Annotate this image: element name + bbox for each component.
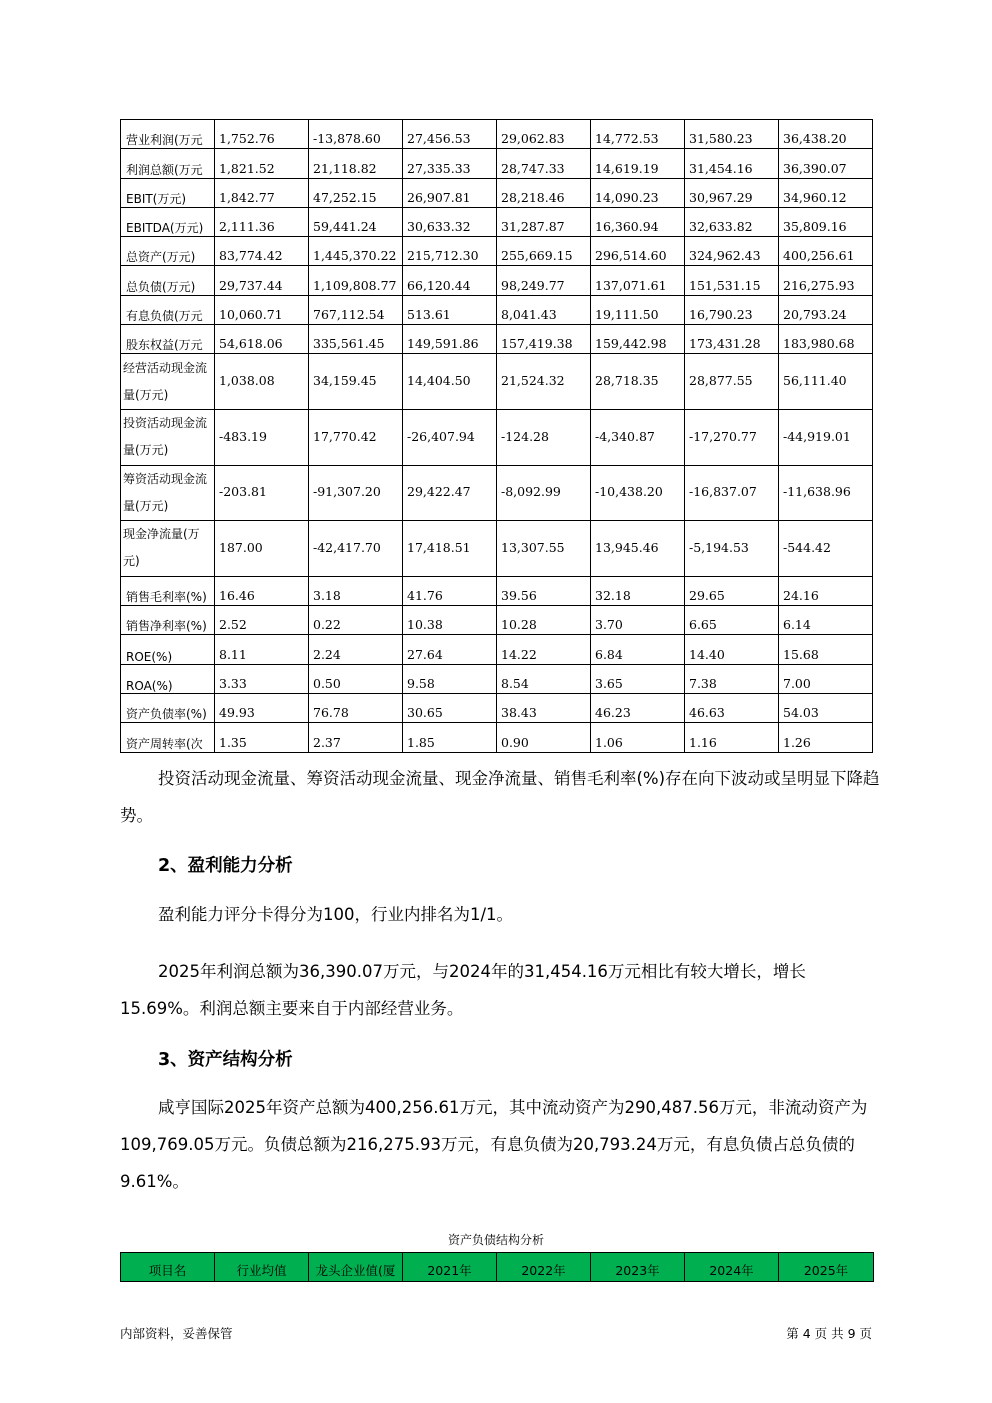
table-cell: 255,669.15 bbox=[497, 237, 591, 266]
table-cell: 27,335.33 bbox=[403, 149, 497, 178]
asset-structure-heading: 3、资产结构分析 bbox=[158, 1050, 293, 1070]
row-label: 资产周转率(次 bbox=[121, 723, 215, 752]
table-cell: 56,111.40 bbox=[779, 354, 873, 410]
table-row bbox=[121, 237, 873, 266]
table-cell: 35,809.16 bbox=[779, 207, 873, 236]
table-row bbox=[121, 635, 873, 664]
table-cell: 137,071.61 bbox=[591, 266, 685, 295]
table-row bbox=[121, 521, 873, 577]
table-cell: 19,111.50 bbox=[591, 295, 685, 324]
table-cell: 38.43 bbox=[497, 693, 591, 722]
structure-header-cell: 2024年 bbox=[685, 1253, 779, 1282]
table-row bbox=[121, 576, 873, 605]
table-cell: 0.90 bbox=[497, 723, 591, 752]
table-cell: 26,907.81 bbox=[403, 178, 497, 207]
table-cell: 16.46 bbox=[215, 576, 309, 605]
table-row bbox=[121, 207, 873, 236]
asset-liability-structure-table bbox=[120, 1252, 874, 1282]
table-cell: 15.68 bbox=[779, 635, 873, 664]
table-cell: 1.85 bbox=[403, 723, 497, 752]
table-cell: -203.81 bbox=[215, 465, 309, 521]
table-cell: 20,793.24 bbox=[779, 295, 873, 324]
table-cell: 2.24 bbox=[309, 635, 403, 664]
table-cell: 32.18 bbox=[591, 576, 685, 605]
score-paragraph: 盈利能力评分卡得分为100，行业内排名为1/1。 bbox=[158, 905, 514, 924]
table-cell: -483.19 bbox=[215, 409, 309, 465]
table-cell: -4,340.87 bbox=[591, 409, 685, 465]
table-cell: 335,561.45 bbox=[309, 325, 403, 354]
table-cell: 767,112.54 bbox=[309, 295, 403, 324]
table-cell: 31,454.16 bbox=[685, 149, 779, 178]
table-cell: -13,878.60 bbox=[309, 120, 403, 149]
table-cell: 54.03 bbox=[779, 693, 873, 722]
table-cell: -42,417.70 bbox=[309, 521, 403, 577]
table-cell: 28,877.55 bbox=[685, 354, 779, 410]
table-cell: 149,591.86 bbox=[403, 325, 497, 354]
table-cell: 173,431.28 bbox=[685, 325, 779, 354]
table-cell: 59,441.24 bbox=[309, 207, 403, 236]
row-label: EBITDA(万元) bbox=[121, 207, 215, 236]
table-cell: 36,390.07 bbox=[779, 149, 873, 178]
table-cell: 3.65 bbox=[591, 664, 685, 693]
table-cell: 3.18 bbox=[309, 576, 403, 605]
structure-header-cell: 2022年 bbox=[497, 1253, 591, 1282]
table-cell: 10.28 bbox=[497, 606, 591, 635]
table-cell: 16,790.23 bbox=[685, 295, 779, 324]
table-cell: 46.63 bbox=[685, 693, 779, 722]
row-label: 销售毛利率(%) bbox=[121, 576, 215, 605]
table-row bbox=[121, 723, 873, 752]
table-cell: 14.22 bbox=[497, 635, 591, 664]
footer-page-number: 第 4 页 共 9 页 bbox=[786, 1326, 872, 1341]
table-cell: 31,287.87 bbox=[497, 207, 591, 236]
table-cell: 17,418.51 bbox=[403, 521, 497, 577]
table-cell: 7.38 bbox=[685, 664, 779, 693]
table-cell: 8.11 bbox=[215, 635, 309, 664]
table-row bbox=[121, 465, 873, 521]
table-cell: 41.76 bbox=[403, 576, 497, 605]
table-cell: 30,633.32 bbox=[403, 207, 497, 236]
row-label: 现金净流量(万元) bbox=[121, 521, 215, 577]
table-cell: 47,252.15 bbox=[309, 178, 403, 207]
table-cell: 0.22 bbox=[309, 606, 403, 635]
table-cell: 28,718.35 bbox=[591, 354, 685, 410]
structure-header-cell: 2025年 bbox=[779, 1253, 874, 1282]
table-cell: 8,041.43 bbox=[497, 295, 591, 324]
table-cell: 324,962.43 bbox=[685, 237, 779, 266]
table-cell: 159,442.98 bbox=[591, 325, 685, 354]
table-row bbox=[121, 606, 873, 635]
row-label: 资产负债率(%) bbox=[121, 693, 215, 722]
row-label: 利润总额(万元 bbox=[121, 149, 215, 178]
table-cell: 400,256.61 bbox=[779, 237, 873, 266]
table-row bbox=[121, 266, 873, 295]
table-cell: -91,307.20 bbox=[309, 465, 403, 521]
table-cell: -544.42 bbox=[779, 521, 873, 577]
table-cell: 21,118.82 bbox=[309, 149, 403, 178]
table-cell: 9.58 bbox=[403, 664, 497, 693]
table-cell: 6.14 bbox=[779, 606, 873, 635]
table-cell: 66,120.44 bbox=[403, 266, 497, 295]
table-cell: 14,404.50 bbox=[403, 354, 497, 410]
table-cell: 30,967.29 bbox=[685, 178, 779, 207]
financial-indicators-table bbox=[120, 119, 873, 753]
table-cell: 187.00 bbox=[215, 521, 309, 577]
table-cell: 29,737.44 bbox=[215, 266, 309, 295]
table-cell: 151,531.15 bbox=[685, 266, 779, 295]
table-cell: 54,618.06 bbox=[215, 325, 309, 354]
table-cell: 513.61 bbox=[403, 295, 497, 324]
table-row bbox=[121, 325, 873, 354]
table-cell: -8,092.99 bbox=[497, 465, 591, 521]
table-cell: 28,747.33 bbox=[497, 149, 591, 178]
table-cell: 14,772.53 bbox=[591, 120, 685, 149]
table-cell: 1.35 bbox=[215, 723, 309, 752]
row-label: 股东权益(万元 bbox=[121, 325, 215, 354]
table-row bbox=[121, 354, 873, 410]
table-row bbox=[121, 409, 873, 465]
table-cell: 13,307.55 bbox=[497, 521, 591, 577]
table-cell: 8.54 bbox=[497, 664, 591, 693]
table-cell: 1,842.77 bbox=[215, 178, 309, 207]
profitability-heading: 2、盈利能力分析 bbox=[158, 856, 293, 876]
trend-paragraph: 投资活动现金流量、筹资活动现金流量、现金净流量、销售毛利率(%)存在向下波动或呈明显下降趋势。 bbox=[120, 769, 880, 825]
table-cell: -16,837.07 bbox=[685, 465, 779, 521]
table-cell: 2,111.36 bbox=[215, 207, 309, 236]
table-cell: 2.37 bbox=[309, 723, 403, 752]
profit-paragraph: 2025年利润总额为36,390.07万元，与2024年的31,454.16万元相比有较大增长，增长15.69%。利润总额主要来自于内部经营业务。 bbox=[120, 962, 806, 1018]
table-cell: 6.65 bbox=[685, 606, 779, 635]
table-cell: 83,774.42 bbox=[215, 237, 309, 266]
row-label: 销售净利率(%) bbox=[121, 606, 215, 635]
structure-header-cell: 2023年 bbox=[591, 1253, 685, 1282]
table-cell: 1,821.52 bbox=[215, 149, 309, 178]
table-cell: 16,360.94 bbox=[591, 207, 685, 236]
table-cell: 39.56 bbox=[497, 576, 591, 605]
table-row bbox=[121, 178, 873, 207]
table-row bbox=[121, 693, 873, 722]
table-cell: -26,407.94 bbox=[403, 409, 497, 465]
table-row bbox=[121, 120, 873, 149]
table-cell: 34,960.12 bbox=[779, 178, 873, 207]
table-cell: 32,633.82 bbox=[685, 207, 779, 236]
table-cell: 1.26 bbox=[779, 723, 873, 752]
table-row bbox=[121, 664, 873, 693]
table-cell: 13,945.46 bbox=[591, 521, 685, 577]
table-cell: 183,980.68 bbox=[779, 325, 873, 354]
row-label: 筹资活动现金流量(万元) bbox=[121, 465, 215, 521]
table-cell: -5,194.53 bbox=[685, 521, 779, 577]
table-cell: 27,456.53 bbox=[403, 120, 497, 149]
structure-header-cell: 行业均值 bbox=[215, 1253, 309, 1282]
table-cell: 29,062.83 bbox=[497, 120, 591, 149]
table-cell: 157,419.38 bbox=[497, 325, 591, 354]
table-cell: -11,638.96 bbox=[779, 465, 873, 521]
structure-table-header-row bbox=[121, 1253, 874, 1282]
table-cell: 29,422.47 bbox=[403, 465, 497, 521]
table-cell: 6.84 bbox=[591, 635, 685, 664]
table-cell: 24.16 bbox=[779, 576, 873, 605]
table-cell: 216,275.93 bbox=[779, 266, 873, 295]
table-cell: 34,159.45 bbox=[309, 354, 403, 410]
table-cell: 1.06 bbox=[591, 723, 685, 752]
row-label: 经营活动现金流量(万元) bbox=[121, 354, 215, 410]
table-cell: 10,060.71 bbox=[215, 295, 309, 324]
table-cell: 36,438.20 bbox=[779, 120, 873, 149]
row-label: 总资产(万元) bbox=[121, 237, 215, 266]
row-label: 有息负债(万元 bbox=[121, 295, 215, 324]
table-cell: 296,514.60 bbox=[591, 237, 685, 266]
table-cell: 1,445,370.22 bbox=[309, 237, 403, 266]
assets-paragraph: 咸亨国际2025年资产总额为400,256.61万元，其中流动资产为290,487.56万元，非流动资产为109,769.05万元。负债总额为216,275.93万元，有息负债为20,793.24万元，有息负债占总负债的9.61%。 bbox=[120, 1098, 868, 1191]
table-cell: 30.65 bbox=[403, 693, 497, 722]
table-cell: 27.64 bbox=[403, 635, 497, 664]
table-cell: 98,249.77 bbox=[497, 266, 591, 295]
table-cell: -10,438.20 bbox=[591, 465, 685, 521]
row-label: ROE(%) bbox=[121, 635, 215, 664]
table-cell: 10.38 bbox=[403, 606, 497, 635]
table-cell: 1,109,808.77 bbox=[309, 266, 403, 295]
table-cell: 215,712.30 bbox=[403, 237, 497, 266]
row-label: ROA(%) bbox=[121, 664, 215, 693]
table-cell: 0.50 bbox=[309, 664, 403, 693]
row-label: 投资活动现金流量(万元) bbox=[121, 409, 215, 465]
structure-table-caption: 资产负债结构分析 bbox=[447, 1233, 544, 1247]
row-label: 营业利润(万元 bbox=[121, 120, 215, 149]
table-cell: -17,270.77 bbox=[685, 409, 779, 465]
table-cell: 2.52 bbox=[215, 606, 309, 635]
table-row bbox=[121, 149, 873, 178]
table-cell: 28,218.46 bbox=[497, 178, 591, 207]
table-cell: -44,919.01 bbox=[779, 409, 873, 465]
structure-header-cell: 龙头企业值(厦 bbox=[309, 1253, 403, 1282]
table-cell: 3.33 bbox=[215, 664, 309, 693]
table-cell: 1,752.76 bbox=[215, 120, 309, 149]
structure-header-cell: 2021年 bbox=[403, 1253, 497, 1282]
table-cell: 46.23 bbox=[591, 693, 685, 722]
footer-confidential-note: 内部资料，妥善保管 bbox=[120, 1326, 233, 1341]
table-cell: 31,580.23 bbox=[685, 120, 779, 149]
row-label: 总负债(万元) bbox=[121, 266, 215, 295]
table-cell: 3.70 bbox=[591, 606, 685, 635]
table-cell: 1,038.08 bbox=[215, 354, 309, 410]
table-cell: 21,524.32 bbox=[497, 354, 591, 410]
table-cell: 17,770.42 bbox=[309, 409, 403, 465]
table-cell: 7.00 bbox=[779, 664, 873, 693]
table-cell: 29.65 bbox=[685, 576, 779, 605]
table-cell: 14,090.23 bbox=[591, 178, 685, 207]
table-cell: 14.40 bbox=[685, 635, 779, 664]
table-row bbox=[121, 295, 873, 324]
row-label: EBIT(万元) bbox=[121, 178, 215, 207]
table-cell: 49.93 bbox=[215, 693, 309, 722]
table-cell: 1.16 bbox=[685, 723, 779, 752]
table-cell: 76.78 bbox=[309, 693, 403, 722]
table-cell: -124.28 bbox=[497, 409, 591, 465]
table-cell: 14,619.19 bbox=[591, 149, 685, 178]
structure-header-cell: 项目名 bbox=[121, 1253, 215, 1282]
